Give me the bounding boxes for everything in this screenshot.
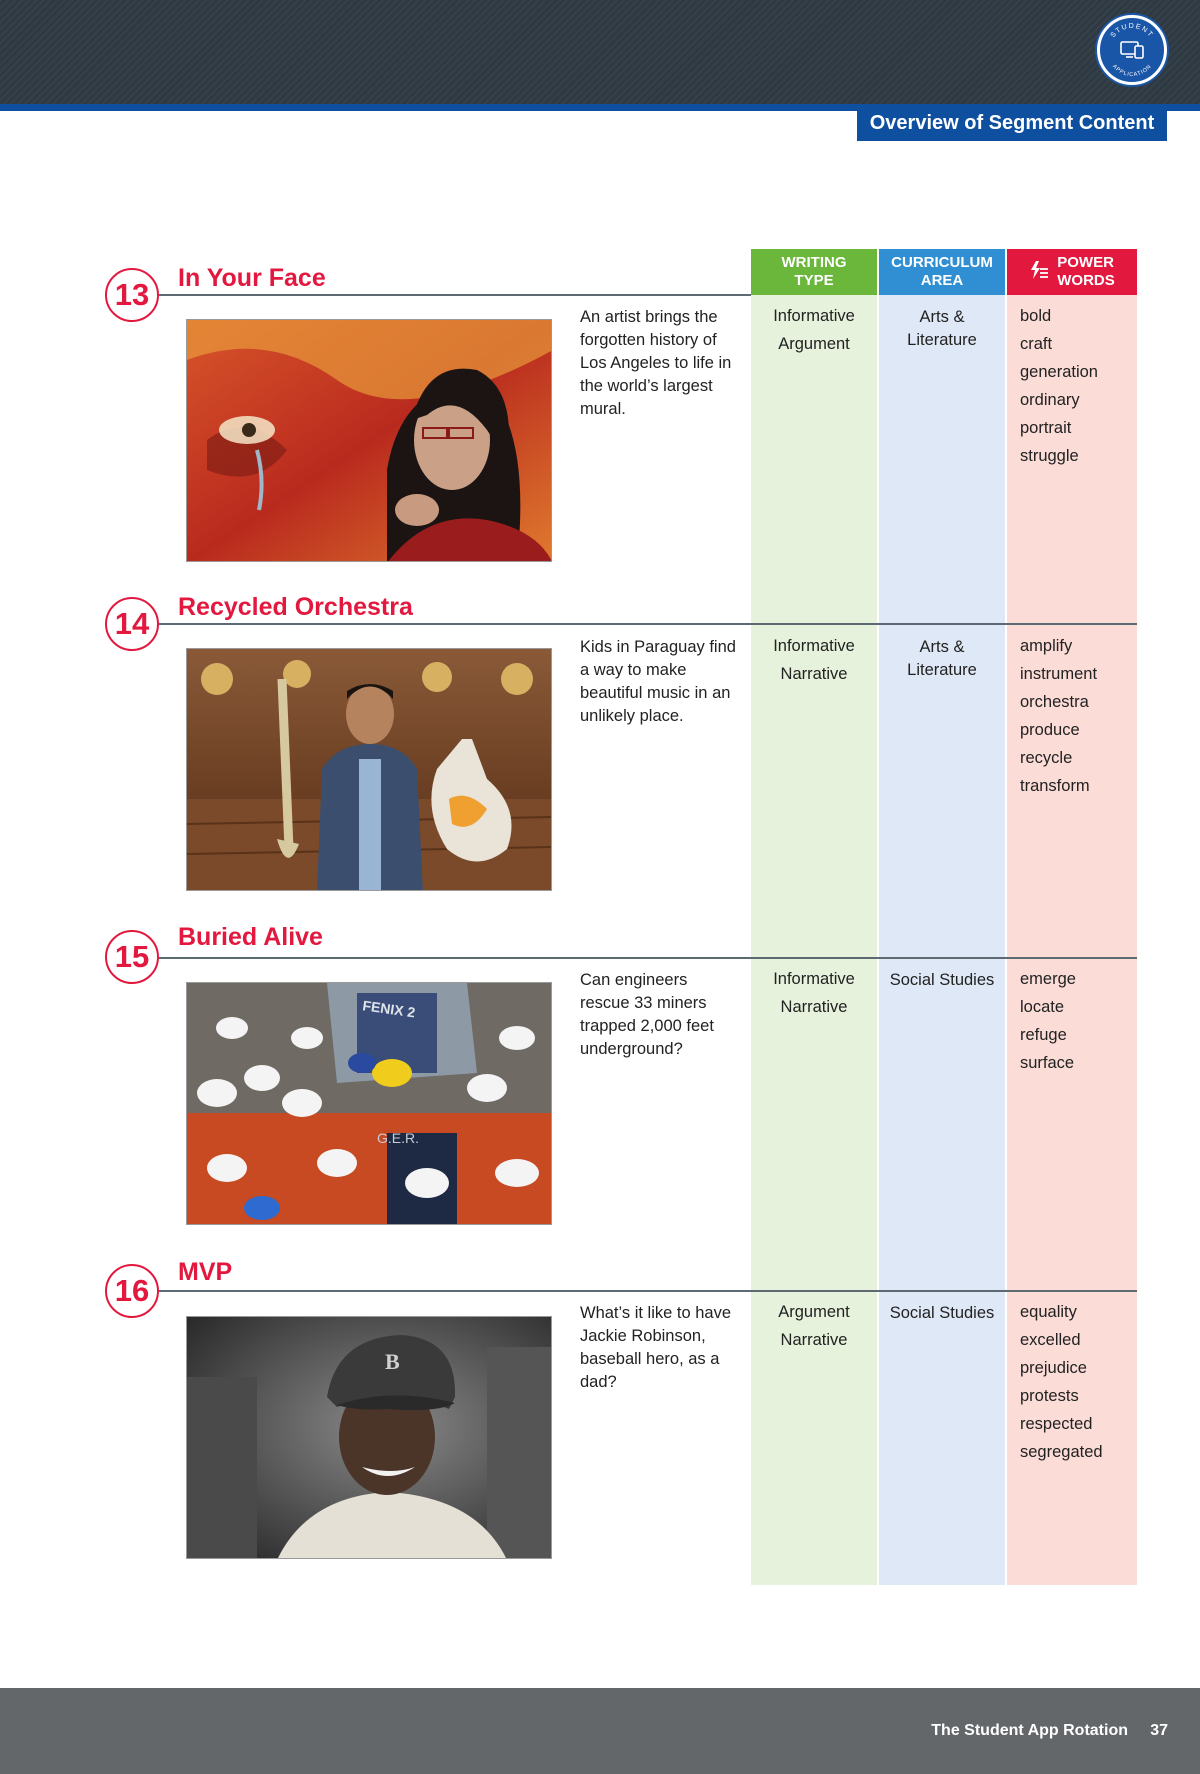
power-word: bold xyxy=(1020,307,1052,325)
curriculum-area-column xyxy=(879,295,1005,1585)
svg-text:FENIX 2: FENIX 2 xyxy=(361,997,417,1021)
badge-text-bottom: APPLICATION xyxy=(1111,63,1153,79)
segment-number: 15 xyxy=(105,930,159,984)
segment-title: MVP xyxy=(178,1258,233,1286)
power-word: surface xyxy=(1020,1054,1075,1072)
writing-type: Argument xyxy=(778,335,850,353)
segment-title: Recycled Orchestra xyxy=(178,593,413,621)
header-line: TYPE xyxy=(794,272,834,289)
power-words-cell xyxy=(1020,965,1132,1077)
writing-type: Narrative xyxy=(780,998,848,1016)
power-word: respected xyxy=(1020,1415,1093,1433)
power-word: portrait xyxy=(1020,419,1072,437)
segment-number: 16 xyxy=(105,1264,159,1318)
section-title-tab: Overview of Segment Content xyxy=(857,106,1167,141)
curriculum-area-header xyxy=(879,249,1005,295)
writing-type: Informative xyxy=(773,307,855,325)
curriculum-area-cell xyxy=(879,1302,1005,1325)
segment-number: 14 xyxy=(105,597,159,651)
writing-type-cell xyxy=(751,302,877,358)
curriculum-line: Arts & xyxy=(919,638,965,656)
curriculum-area-cell xyxy=(879,969,1005,992)
power-word: struggle xyxy=(1020,447,1079,465)
segment-number: 13 xyxy=(105,268,159,322)
power-word: ordinary xyxy=(1020,391,1080,409)
writing-type: Informative xyxy=(773,637,855,655)
svg-text:APPLICATION xyxy=(1111,64,1153,78)
segment-rule xyxy=(159,623,1137,625)
power-word: orchestra xyxy=(1020,693,1089,711)
segment-rule xyxy=(159,957,1137,959)
writing-type: Argument xyxy=(778,1303,850,1321)
power-word: produce xyxy=(1020,721,1080,739)
writing-type-header xyxy=(751,249,877,295)
segment-title: In Your Face xyxy=(178,264,326,292)
segment-description: Kids in Paraguay find a way to make beautiful music in an unlikely place. xyxy=(580,638,736,725)
writing-type-column xyxy=(751,295,877,1585)
segment-rule xyxy=(159,294,751,296)
writing-type: Narrative xyxy=(780,1331,848,1349)
lightning-list-icon xyxy=(1029,260,1049,285)
svg-text:B: B xyxy=(385,1349,400,1374)
power-word: excelled xyxy=(1020,1331,1081,1349)
power-words-header xyxy=(1007,249,1137,295)
curriculum-line: Social Studies xyxy=(889,971,995,989)
footer-title: The Student App Rotation xyxy=(931,1722,1128,1739)
power-word: instrument xyxy=(1020,665,1098,683)
student-application-badge-icon xyxy=(1097,15,1167,85)
power-word: refuge xyxy=(1020,1026,1067,1044)
power-word: protests xyxy=(1020,1387,1079,1405)
power-word: segregated xyxy=(1020,1443,1103,1461)
badge-text-top: STUDENT xyxy=(1109,23,1155,40)
curriculum-line: Literature xyxy=(907,661,977,679)
power-word: generation xyxy=(1020,363,1098,381)
jackie-robinson-photo xyxy=(186,1316,552,1559)
writing-type: Informative xyxy=(773,970,855,988)
header-line: POWER xyxy=(1057,254,1114,271)
header-line: AREA xyxy=(920,272,964,289)
power-word: craft xyxy=(1020,335,1053,353)
artist-mural-photo xyxy=(186,319,552,562)
power-word: amplify xyxy=(1020,637,1073,655)
segment-rule xyxy=(159,1290,1137,1292)
curriculum-area-cell xyxy=(879,636,1005,682)
power-word: prejudice xyxy=(1020,1359,1087,1377)
recycled-instruments-photo xyxy=(186,648,552,891)
power-words-cell xyxy=(1020,1298,1132,1466)
svg-text:STUDENT xyxy=(1110,23,1155,39)
svg-text:G.E.R.: G.E.R. xyxy=(377,1130,420,1146)
page-number: 37 xyxy=(1150,1722,1168,1739)
segment-title: Buried Alive xyxy=(178,923,323,951)
page-header-band xyxy=(0,0,1200,104)
header-line: WRITING xyxy=(781,254,847,271)
curriculum-line: Social Studies xyxy=(889,1304,995,1322)
power-word: emerge xyxy=(1020,970,1076,988)
power-word: locate xyxy=(1020,998,1065,1016)
writing-type-cell xyxy=(751,632,877,688)
curriculum-line: Arts & xyxy=(919,308,965,326)
curriculum-area-cell xyxy=(879,306,1005,352)
header-line: CURRICULUM xyxy=(891,254,993,271)
segment-description: What’s it like to have Jackie Robinson, baseball hero, as a dad? xyxy=(580,1304,732,1391)
power-word: transform xyxy=(1020,777,1090,795)
power-word: equality xyxy=(1020,1303,1077,1321)
miners-rescue-photo xyxy=(186,982,552,1225)
writing-type-cell xyxy=(751,965,877,1021)
curriculum-line: Literature xyxy=(907,331,977,349)
power-word: recycle xyxy=(1020,749,1073,767)
power-words-cell xyxy=(1020,632,1132,800)
writing-type-cell xyxy=(751,1298,877,1354)
writing-type: Narrative xyxy=(780,665,848,683)
segment-description: Can engineers rescue 33 miners trapped 2,000 feet underground? xyxy=(580,971,714,1058)
power-words-cell xyxy=(1020,302,1132,470)
header-line: WORDS xyxy=(1057,272,1115,289)
segment-description: An artist brings the forgotten history of Los Angeles to life in the world’s largest mural. xyxy=(580,308,732,418)
